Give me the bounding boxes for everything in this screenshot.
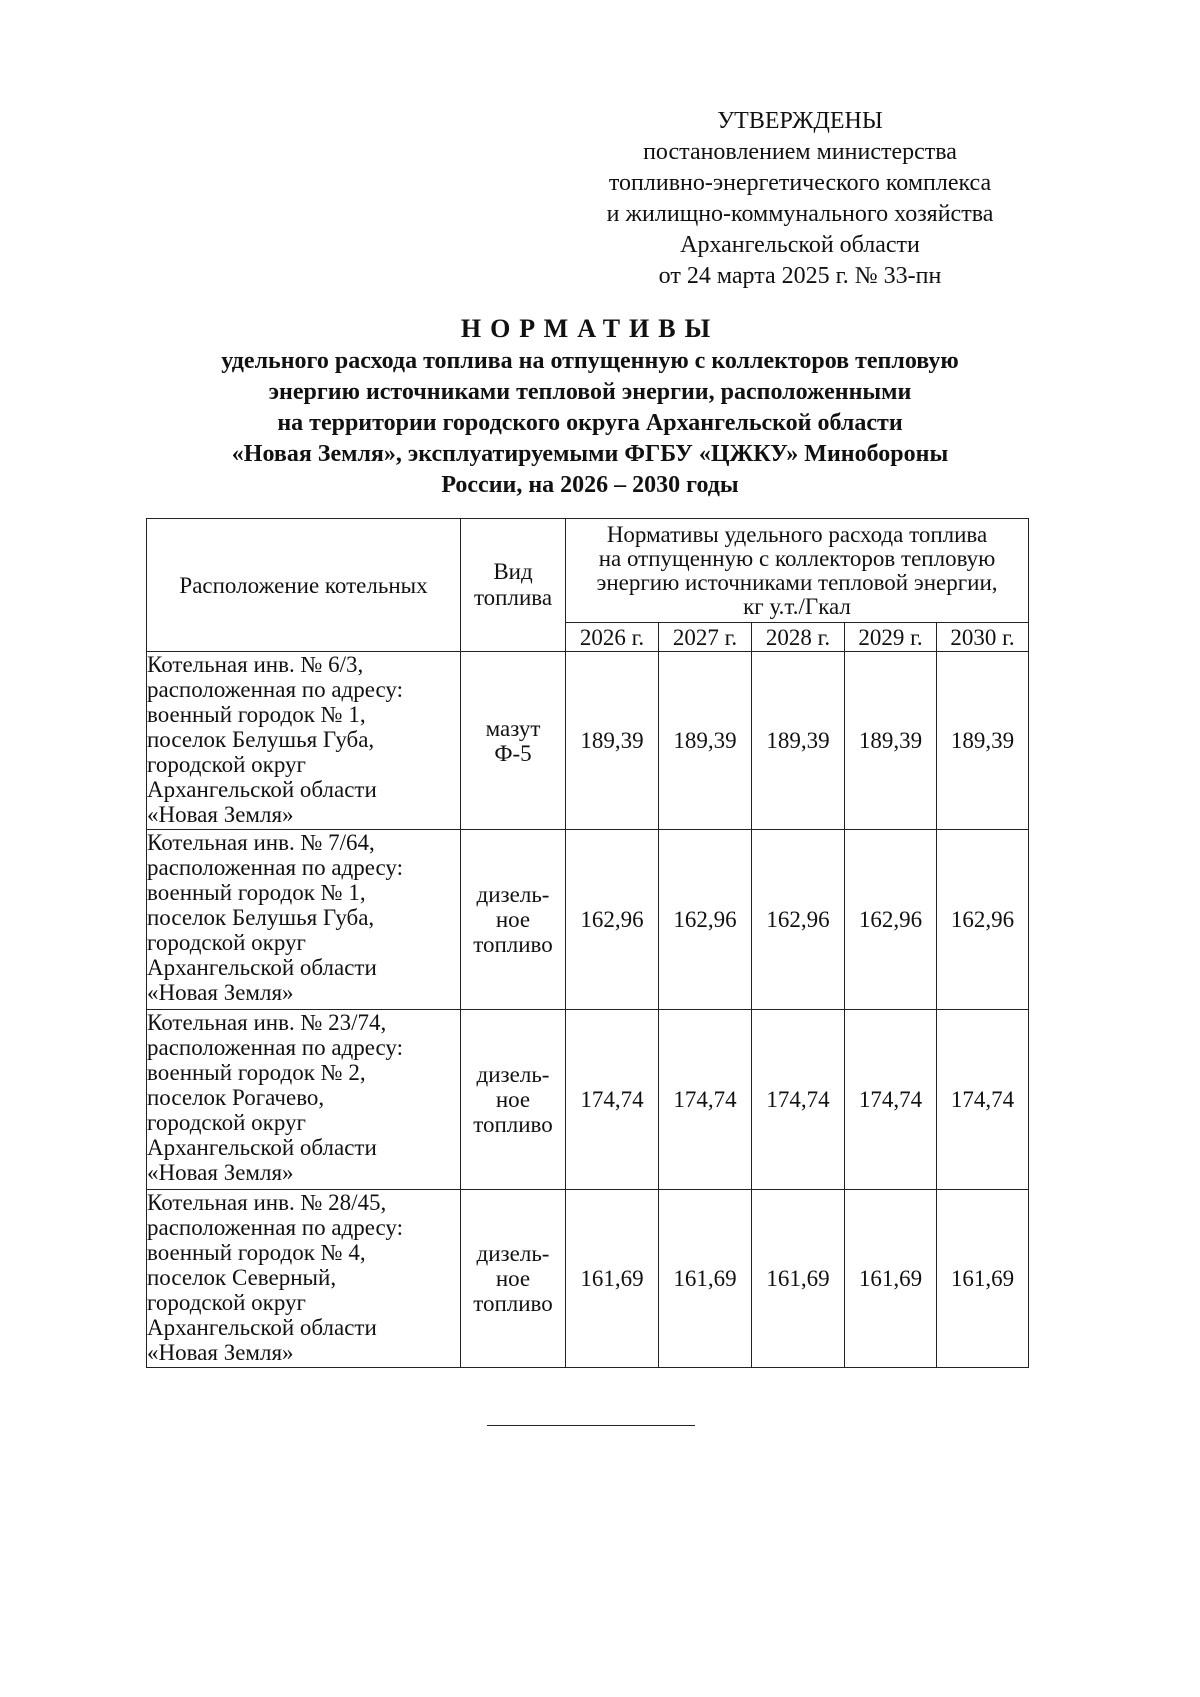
norm-value: 162,96 <box>566 830 659 1010</box>
norm-value: 161,69 <box>845 1190 937 1368</box>
location-line: Архангельской области <box>147 1315 377 1340</box>
location-line: поселок Рогачево, <box>147 1085 325 1110</box>
fuel-line: топливо <box>473 1112 553 1137</box>
header-year: 2027 г. <box>659 623 752 652</box>
end-separator-line <box>487 1425 695 1426</box>
fuel-line: Ф-5 <box>494 740 532 766</box>
norm-value: 161,69 <box>566 1190 659 1368</box>
fuel-type <box>461 830 566 1010</box>
fuel-line: ное <box>495 1266 531 1291</box>
norm-value: 162,96 <box>752 830 845 1010</box>
norm-value: 189,39 <box>752 652 845 830</box>
location-line: «Новая Земля» <box>147 1340 294 1365</box>
location-line: городской округ <box>147 930 306 955</box>
location-line: военный городок № 1, <box>147 702 366 727</box>
boiler-location <box>147 1190 461 1368</box>
norm-value: 174,74 <box>566 1010 659 1190</box>
fuel-line: дизель- <box>476 882 550 907</box>
title-line: России, на 2026 – 2030 годы <box>441 472 739 498</box>
table-row <box>147 652 1029 830</box>
norm-value: 162,96 <box>937 830 1029 1010</box>
approval-line: топливно-энергетического комплекса <box>608 170 992 196</box>
norm-value: 161,69 <box>937 1190 1029 1368</box>
norm-value: 189,39 <box>659 652 752 830</box>
header-fuel-type <box>461 519 566 652</box>
approval-line: от 24 марта 2025 г. № 33-пн <box>658 263 942 289</box>
fuel-line: топливо <box>473 932 553 957</box>
document-title <box>150 312 1030 501</box>
header-fuel-line: Вид <box>493 559 533 584</box>
norm-value: 162,96 <box>659 830 752 1010</box>
header-norms-line: Нормативы удельного расхода топлива <box>606 521 988 547</box>
location-line: городской округ <box>147 1110 306 1135</box>
table-row <box>147 830 1029 1010</box>
location-line: Архангельской области <box>147 777 377 802</box>
norms-table <box>146 518 1029 1368</box>
location-line: расположенная по адресу: <box>147 855 404 880</box>
location-line: Архангельской области <box>147 1135 377 1160</box>
location-line: военный городок № 4, <box>147 1240 366 1265</box>
fuel-type <box>461 1010 566 1190</box>
location-line: Котельная инв. № 6/3, <box>147 652 364 677</box>
location-line: военный городок № 1, <box>147 880 366 905</box>
table-row <box>147 1190 1029 1368</box>
location-line: поселок Белушья Губа, <box>147 905 375 930</box>
norm-value: 189,39 <box>937 652 1029 830</box>
header-norms-line: энергию источниками тепловой энергии, <box>596 569 998 595</box>
location-line: городской округ <box>147 752 306 777</box>
fuel-line: дизель- <box>476 1241 550 1266</box>
fuel-line: ное <box>495 1087 531 1112</box>
title-line: энергию источниками тепловой энергии, расположенными <box>268 379 912 405</box>
title-line: «Новая Земля», эксплуатируемыми ФГБУ «ЦЖКУ» Минобороны <box>231 441 949 467</box>
header-year: 2029 г. <box>845 623 937 652</box>
norm-value: 189,39 <box>566 652 659 830</box>
location-line: Котельная инв. № 28/45, <box>147 1190 387 1215</box>
location-line: расположенная по адресу: <box>147 1215 404 1240</box>
fuel-type <box>461 652 566 830</box>
boiler-location <box>147 830 461 1010</box>
norm-value: 174,74 <box>845 1010 937 1190</box>
header-year: 2026 г. <box>566 623 659 652</box>
title-line: удельного расхода топлива на отпущенную с коллекторов тепловую <box>221 348 959 374</box>
title-heading: НОРМАТИВЫ <box>460 314 720 343</box>
header-fuel-line: топлива <box>473 585 553 610</box>
norm-value: 174,74 <box>659 1010 752 1190</box>
location-line: «Новая Земля» <box>147 980 294 1005</box>
norm-value: 189,39 <box>845 652 937 830</box>
location-line: Котельная инв. № 7/64, <box>147 830 375 855</box>
fuel-line: мазут <box>485 715 541 741</box>
header-year: 2030 г. <box>937 623 1029 652</box>
norm-value: 174,74 <box>937 1010 1029 1190</box>
header-norms-line: кг у.т./Гкал <box>743 593 851 619</box>
fuel-line: дизель- <box>476 1062 550 1087</box>
norm-value: 162,96 <box>845 830 937 1010</box>
boiler-location <box>147 1010 461 1190</box>
boiler-location <box>147 652 461 830</box>
location-line: расположенная по адресу: <box>147 677 404 702</box>
fuel-line: ное <box>495 907 531 932</box>
title-line: на территории городского округа Архангельской области <box>277 410 903 436</box>
location-line: «Новая Земля» <box>147 1160 294 1185</box>
location-line: «Новая Земля» <box>147 802 294 827</box>
fuel-type <box>461 1190 566 1368</box>
location-line: поселок Белушья Губа, <box>147 727 375 752</box>
header-norms-line: на отпущенную с коллекторов тепловую <box>598 545 996 571</box>
location-line: поселок Северный, <box>147 1265 337 1290</box>
header-norms <box>566 519 1029 623</box>
location-line: военный городок № 2, <box>147 1060 366 1085</box>
approval-line: и жилищно-коммунального хозяйства <box>606 201 994 227</box>
norm-value: 161,69 <box>752 1190 845 1368</box>
location-line: Архангельской области <box>147 955 377 980</box>
fuel-line: топливо <box>473 1291 553 1316</box>
approval-line: постановлением министерства <box>643 139 957 165</box>
approval-line: Архангельской области <box>680 232 920 258</box>
table-row <box>147 1010 1029 1190</box>
location-line: городской округ <box>147 1290 306 1315</box>
norm-value: 161,69 <box>659 1190 752 1368</box>
location-line: Котельная инв. № 23/74, <box>147 1010 387 1035</box>
header-location: Расположение котельных <box>147 519 461 652</box>
location-line: расположенная по адресу: <box>147 1035 404 1060</box>
norm-value: 174,74 <box>752 1010 845 1190</box>
header-year: 2028 г. <box>752 623 845 652</box>
approval-stamp <box>595 106 1005 292</box>
approval-line: УТВЕРЖДЕНЫ <box>717 108 883 134</box>
